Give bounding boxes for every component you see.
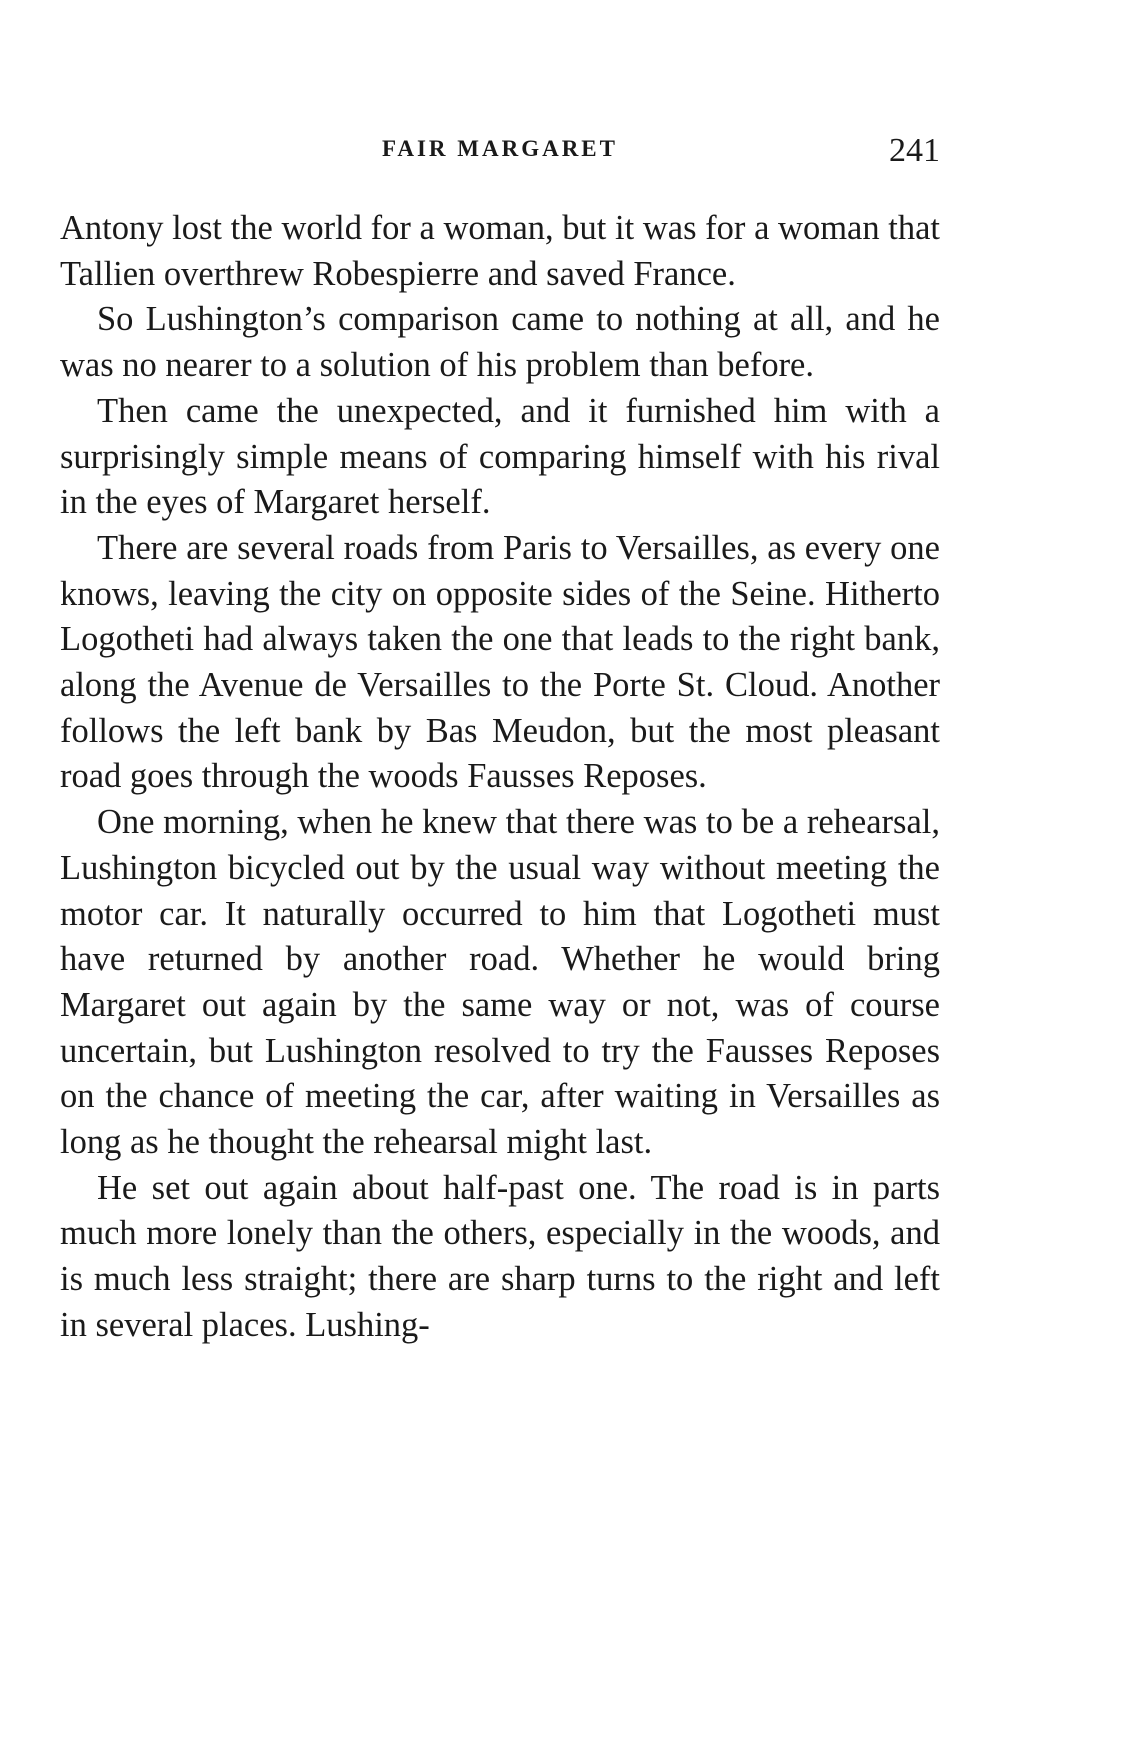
paragraph: He set out again about half-past one. The road is in parts much more lonely than the others, especially in the woods, and is much less straight; there are sharp turns to the right and left in several places. Lushing- [60,1168,940,1344]
body-text [60,206,940,1349]
paragraph: There are several roads from Paris to Versailles, as every one knows, leaving the city on opposite sides of the Seine. Hitherto Logotheti had always taken the one that leads to the right bank, along the Avenue de Versailles to the Porte St. Cloud. Another follows the left bank by Bas Meudon, but the most pleasant road goes through the woods Fausses Reposes. [60,528,940,796]
paragraph: One morning, when he knew that there was to be a rehearsal, Lushington bicycled out by the usual way without meeting the motor car. It naturally occurred to him that Logotheti must have returned by another road. Whether he would bring Margaret out again by the same way or not, was of course uncertain, but Lushington resolved to try the Fausses Reposes on the chance of meeting the car, after waiting in Versailles as long as he thought the rehearsal might last. [60,803,940,1162]
paragraph: So Lushington’s comparison came to nothing at all, and he was no nearer to a solution of his problem than before. [60,300,940,385]
page-number: 241 [889,132,940,169]
running-head [60,132,940,178]
running-title: FAIR MARGARET [382,136,618,161]
paragraph: Antony lost the world for a woman, but it was for a woman that Tallien overthrew Robespierre and saved France. [60,209,940,293]
paragraph: Then came the unexpected, and it furnished him with a surprisingly simple means of comparing himself with his rival in the eyes of Margaret herself. [60,391,940,522]
